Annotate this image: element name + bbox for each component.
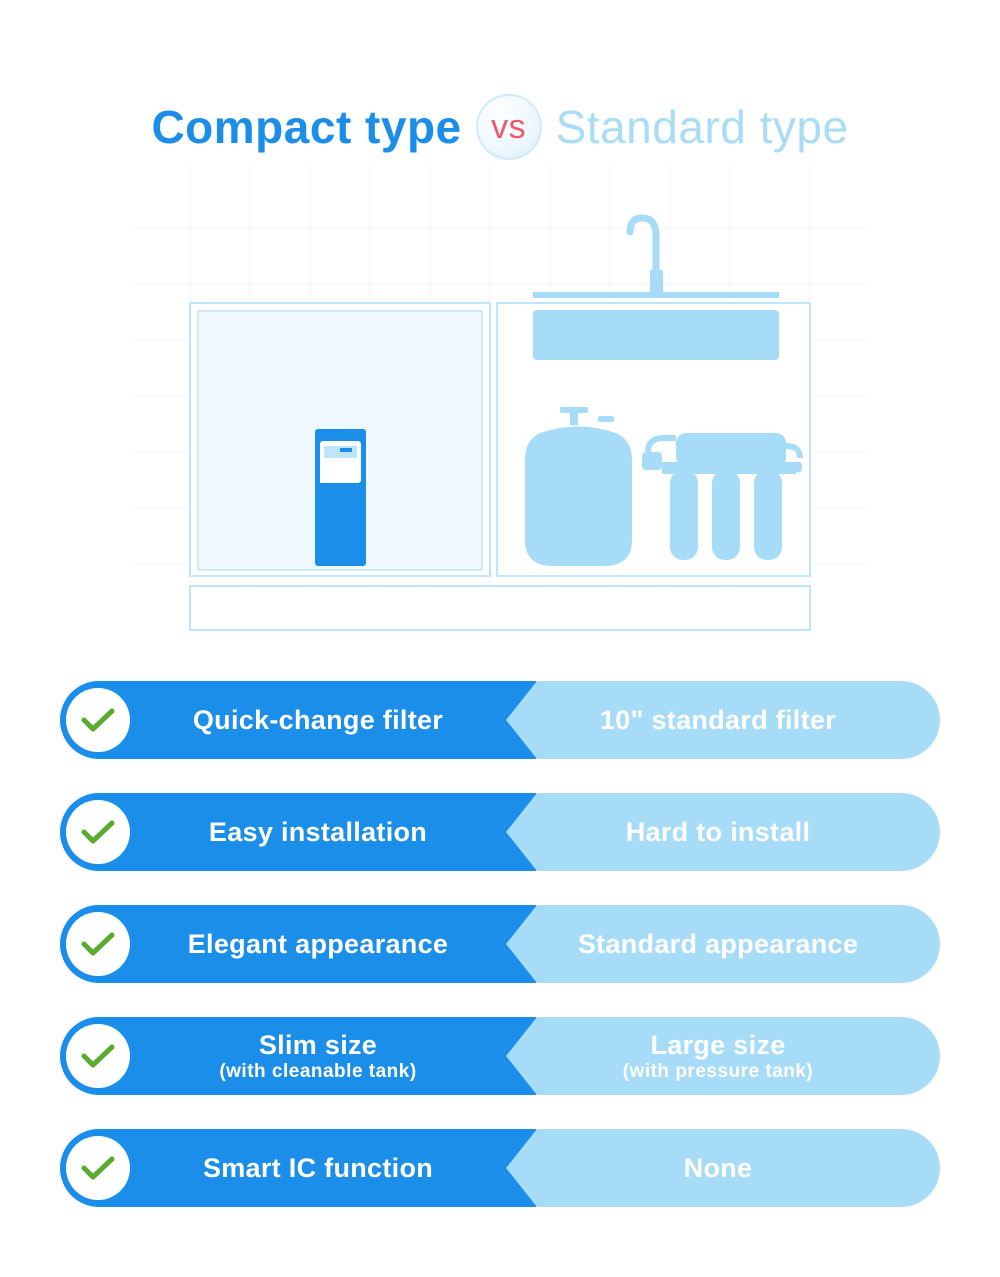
compact-feature [140,681,496,759]
comparison-list [60,681,940,1241]
standard-feature-label: Large size [650,1029,786,1060]
comparison-row [60,681,940,759]
check-icon [66,800,130,864]
standard-feature-label: Hard to install [625,816,811,847]
standard-type-title: Standard type [555,101,849,153]
standard-feature [546,681,890,759]
comparison-row [60,905,940,983]
check-icon [66,912,130,976]
compact-feature-label: Easy installation [208,816,428,847]
compact-feature-label: Elegant appearance [187,928,449,959]
standard-feature-label: Standard appearance [577,928,859,959]
standard-feature-sublabel: (with pressure tank) [622,1060,814,1082]
comparison-row [60,1129,940,1207]
water-purifier-icon [315,429,366,566]
countertop [533,292,779,298]
compact-feature [140,1017,496,1095]
standard-feature [546,1129,890,1207]
compact-feature [140,905,496,983]
standard-feature [546,1017,890,1095]
comparison-row [60,793,940,871]
standard-feature-label: None [683,1152,753,1183]
standard-feature [546,905,890,983]
check-icon [66,1024,130,1088]
compact-feature [140,793,496,871]
compact-feature-label: Slim size [258,1029,378,1060]
compact-feature-label: Smart IC function [202,1152,434,1183]
comparison-row [60,1017,940,1095]
standard-feature-label: 10" standard filter [599,704,837,735]
sink-basin [533,310,779,360]
compact-feature-sublabel: (with cleanable tank) [219,1060,417,1082]
check-icon [66,688,130,752]
cabinet-base [190,586,810,630]
vs-label: vs [491,107,527,146]
faucet-icon [630,218,656,278]
compact-feature [140,1129,496,1207]
compact-type-title: Compact type [151,101,462,153]
standard-feature [546,793,890,871]
check-icon [66,1136,130,1200]
compact-feature-label: Quick-change filter [192,704,444,735]
